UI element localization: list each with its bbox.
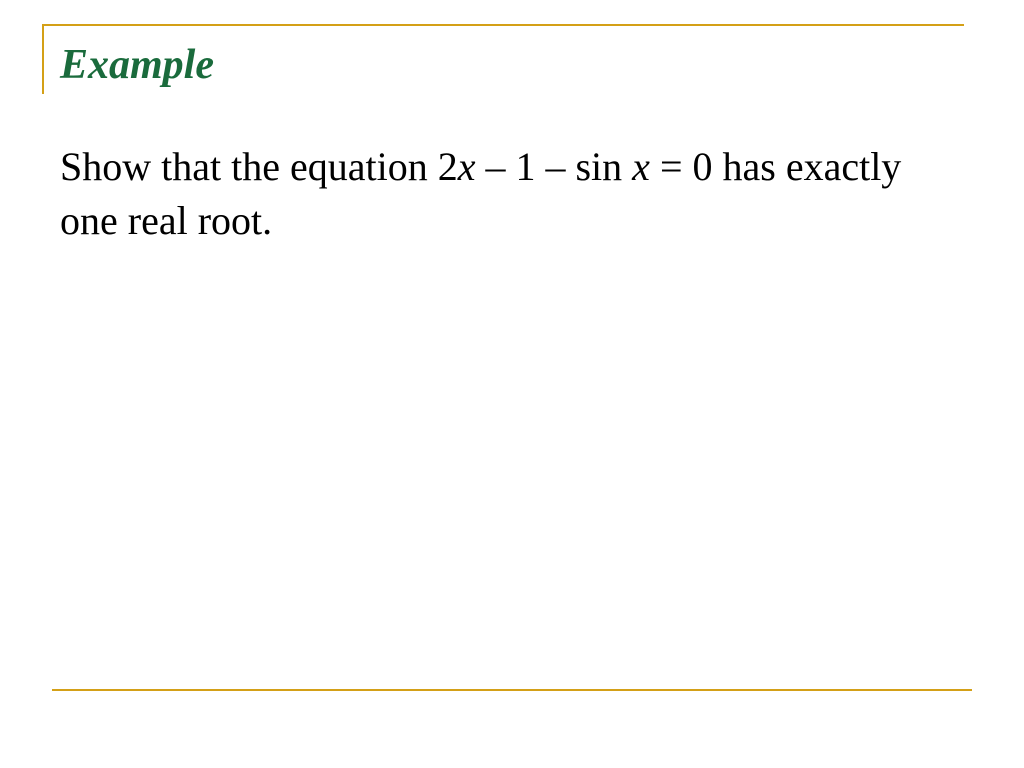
title-top-rule: [42, 24, 964, 26]
slide-body-text: [60, 140, 940, 248]
math-variable-x: x: [457, 144, 476, 189]
math-variable-x: x: [632, 144, 650, 189]
title-left-rule: [42, 24, 44, 94]
body-text-segment: = 0 has exactly one real root.: [60, 144, 902, 243]
body-text-segment: – 1 – sin: [475, 144, 633, 189]
body-text-segment: Show that the equation 2: [60, 144, 458, 189]
slide-title: Example: [60, 42, 214, 88]
footer-rule: [52, 689, 972, 691]
